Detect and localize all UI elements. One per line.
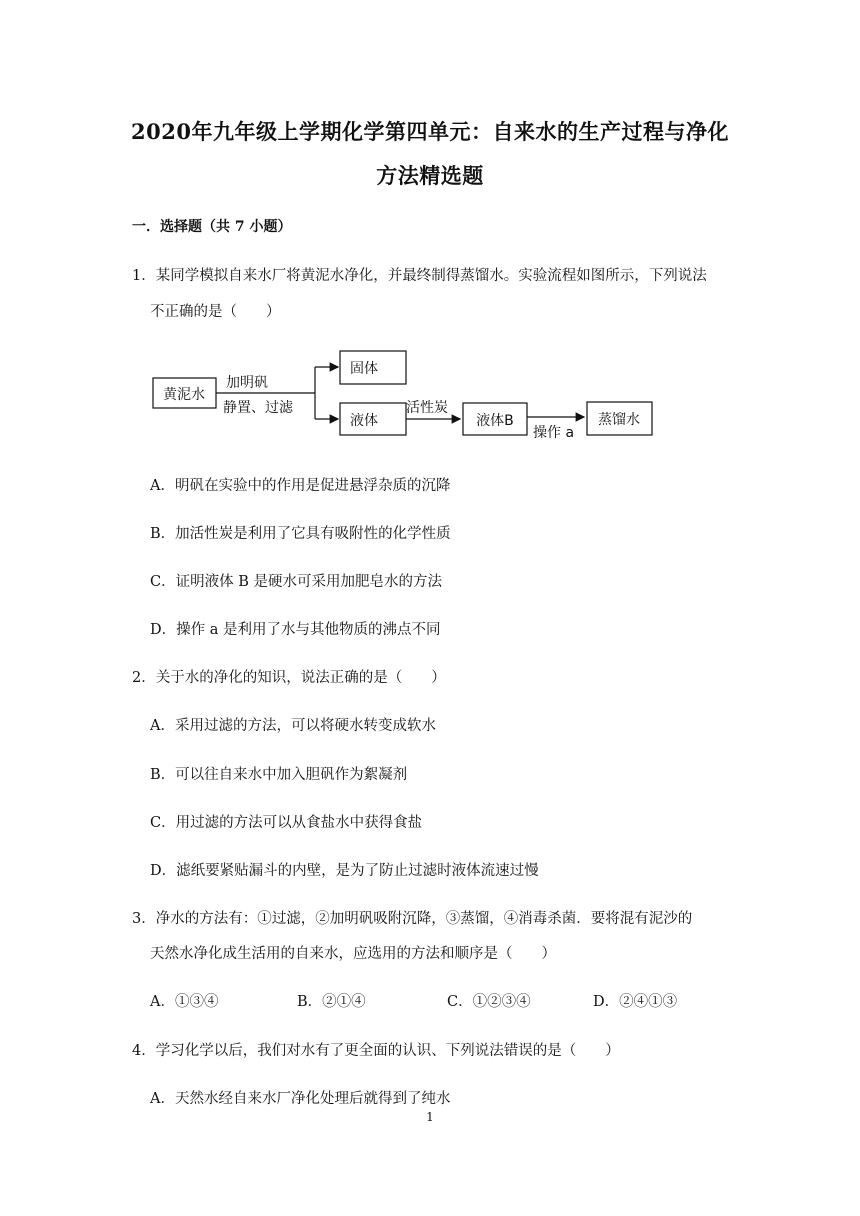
question-1-stem: 1．某同学模拟自来水厂将黄泥水净化，并最终制得蒸馏水。实验流程如图所示，下列说法 bbox=[132, 268, 707, 284]
document-title-line1: 2020年九年级上学期化学第四单元：自来水的生产过程与净化 bbox=[131, 119, 729, 144]
box-liquid-b-label: 液体B bbox=[476, 413, 514, 429]
question-3-option-b: B．②①④ bbox=[297, 994, 366, 1010]
question-2-option-c: C．用过滤的方法可以从食盐水中获得食盐 bbox=[150, 815, 423, 831]
step2-label: 活性炭 bbox=[406, 400, 448, 416]
flow-diagram bbox=[150, 345, 660, 440]
question-2-option-a: A．采用过滤的方法，可以将硬水转变成软水 bbox=[150, 718, 436, 734]
question-1-option-b: B．加活性炭是利用了它具有吸附性的化学性质 bbox=[150, 526, 451, 542]
question-3-option-d: D．②④①③ bbox=[593, 994, 678, 1010]
question-3-option-c: C．①②③④ bbox=[447, 994, 531, 1010]
box-liquid-label: 液体 bbox=[350, 413, 378, 429]
question-2-option-b: B．可以往自来水中加入胆矾作为絮凝剂 bbox=[150, 767, 408, 783]
question-2-option-d: D．滤纸要紧贴漏斗的内壁，是为了防止过滤时液体流速过慢 bbox=[150, 863, 539, 879]
question-1-option-d: D．操作 a 是利用了水与其他物质的沸点不同 bbox=[150, 622, 441, 638]
question-1-option-c: C．证明液体 B 是硬水可采用加肥皂水的方法 bbox=[150, 574, 442, 590]
question-1-option-a: A．明矾在实验中的作用是促进悬浮杂质的沉降 bbox=[150, 478, 451, 494]
question-3-option-a: A．①③④ bbox=[150, 994, 219, 1010]
question-4-stem: 4．学习化学以后，我们对水有了更全面的认识、下列说法错误的是（ ） bbox=[132, 1043, 620, 1059]
question-4-option-a: A．天然水经自来水厂净化处理后就得到了纯水 bbox=[150, 1091, 451, 1107]
box-solid-label: 固体 bbox=[350, 361, 378, 377]
question-1-stem-cont: 不正确的是（ ） bbox=[150, 304, 281, 320]
question-2-stem: 2．关于水的净化的知识，说法正确的是（ ） bbox=[132, 670, 446, 686]
section-heading: 一．选择题（共 7 小题） bbox=[132, 219, 292, 235]
question-3-stem: 3．净水的方法有：①过滤，②加明矾吸附沉降，③蒸馏，④消毒杀菌．要将混有泥沙的 bbox=[132, 911, 693, 927]
page-number: 1 bbox=[426, 1110, 434, 1124]
question-3-stem-cont: 天然水净化成生活用的自来水，应选用的方法和顺序是（ ） bbox=[150, 946, 556, 962]
step1-bottom-label: 静置、过滤 bbox=[223, 400, 293, 416]
step3-label: 操作 a bbox=[533, 425, 575, 440]
step1-top-label: 加明矾 bbox=[226, 375, 268, 391]
box-product-label: 蒸馏水 bbox=[598, 412, 640, 428]
box-start-label: 黄泥水 bbox=[163, 387, 205, 403]
document-title-line2: 方法精选题 bbox=[376, 163, 484, 188]
